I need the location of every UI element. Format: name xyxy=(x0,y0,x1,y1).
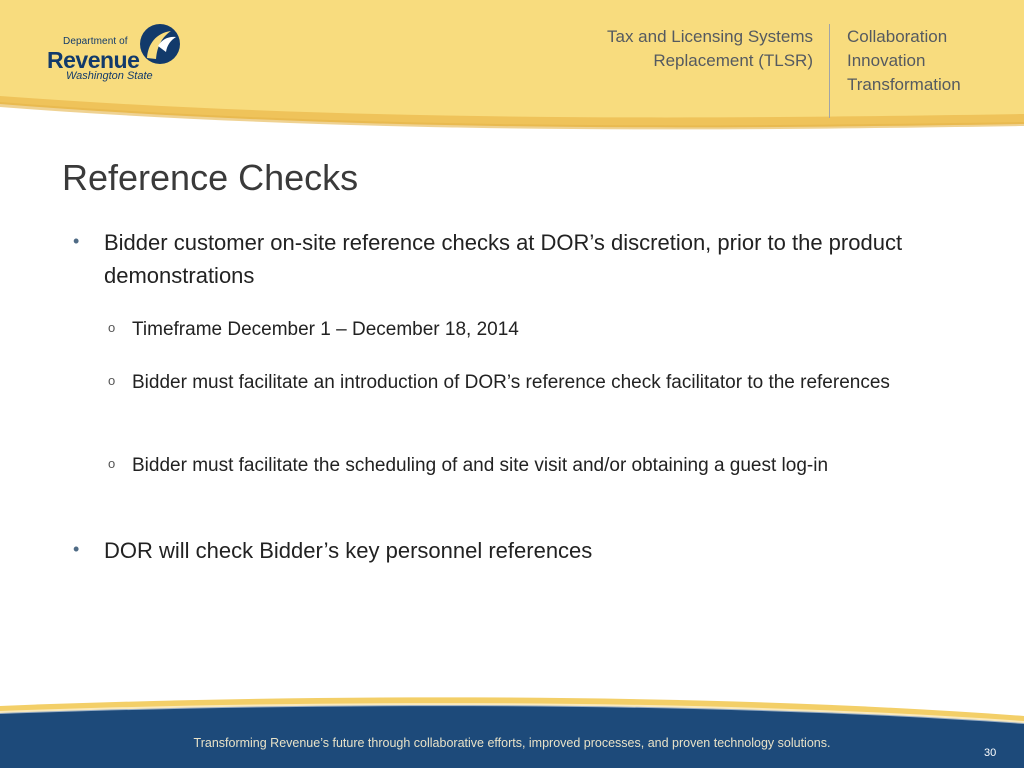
theme-collaboration: Collaboration xyxy=(847,27,948,46)
bullet-1: Bidder customer on-site reference checks at DOR’s discretion, prior to the product demonstrations xyxy=(104,230,903,288)
footer-banner xyxy=(0,688,1024,768)
page-number: 30 xyxy=(984,747,997,759)
slide-title: Reference Checks xyxy=(62,157,359,198)
bullet-marker: • xyxy=(73,539,80,559)
sub-bullet-3: Bidder must facilitate the scheduling of and site visit and/or obtaining a guest log-in xyxy=(132,455,829,476)
logo-revenue-text: Revenue xyxy=(47,47,140,73)
sub-bullet-1: Timeframe December 1 – December 18, 2014 xyxy=(132,319,519,340)
sub-bullet-marker: o xyxy=(108,456,116,471)
theme-transformation: Transformation xyxy=(847,75,961,94)
sub-bullet-marker: o xyxy=(108,320,116,335)
theme-innovation: Innovation xyxy=(847,51,926,70)
logo-state-text: Washington State xyxy=(66,70,153,82)
project-name xyxy=(607,25,813,73)
project-line-1: Tax and Licensing Systems xyxy=(607,27,813,46)
header-themes xyxy=(847,25,961,97)
footer-tagline: Transforming Revenue’s future through collaborative efforts, improved processes, and proven technology solutions. xyxy=(193,736,831,750)
bullet-marker: • xyxy=(73,231,80,251)
header-divider xyxy=(829,24,830,118)
logo-department-text: Department of xyxy=(63,36,128,47)
sub-bullet-marker: o xyxy=(108,373,116,388)
sub-bullet-2: Bidder must facilitate an introduction of DOR’s reference check facilitator to the references xyxy=(132,372,890,393)
logo-mark-icon xyxy=(138,22,182,66)
dor-logo xyxy=(44,22,194,84)
bullet-2: DOR will check Bidder’s key personnel references xyxy=(104,538,593,563)
project-line-2: Replacement (TLSR) xyxy=(653,51,813,70)
